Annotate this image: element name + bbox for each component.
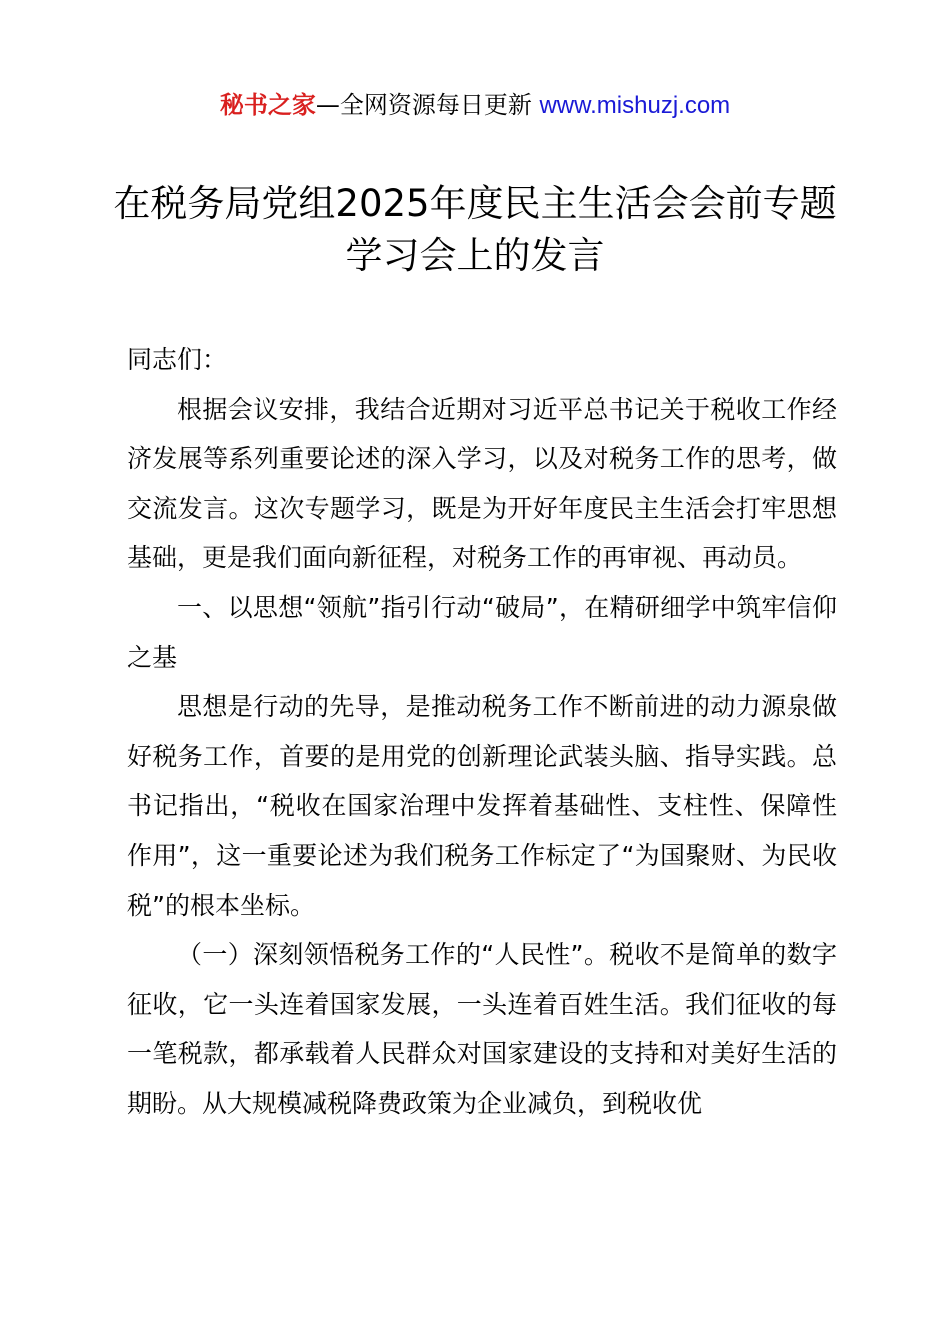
brand-name: 秘书之家 [219, 91, 316, 119]
paragraph-thought: 思想是行动的先导，是推动税务工作不断前进的动力源泉做好税务工作，首要的是用党的创新理论武装头脑、指导实践。总书记指出，“税收在国家治理中发挥着基础性、支柱性、保障性作用”，这一重要论述为我们税务工作标定了“为国聚财、为民收税”的根本坐标。 [127, 692, 837, 920]
site-tagline: —全网资源每日更新 [315, 91, 540, 119]
section-heading-1: 一、以思想“领航”指引行动“破局”，在精研细学中筑牢信仰之基 [127, 592, 837, 672]
title-line-2: 学习会上的发言 [345, 234, 605, 277]
document-body [127, 335, 837, 1129]
paragraph-intro: 根据会议安排，我结合近期对习近平总书记关于税收工作经济发展等系列重要论述的深入学习，以及对税务工作的思考，做交流发言。这次专题学习，既是为开好年度民主生活会打牢思想基础，更是我们面向新征程，对税务工作的再审视、再动员。 [127, 394, 837, 573]
title-line-1: 在税务局党组2025年度民主生活会会前专题 [113, 182, 837, 225]
salutation: 同志们： [127, 345, 228, 374]
document-title [60, 178, 890, 282]
site-url-link[interactable]: www.mishuzj.com [539, 92, 731, 119]
site-header [0, 88, 950, 123]
paragraph-subsection-1: （一）深刻领悟税务工作的“人民性”。税收不是简单的数字征收，它一头连着国家发展，一头连着百姓生活。我们征收的每一笔税款，都承载着人民群众对国家建设的支持和对美好生活的期盼。从大规模减税降费政策为企业减负，到税收优 [127, 940, 837, 1118]
